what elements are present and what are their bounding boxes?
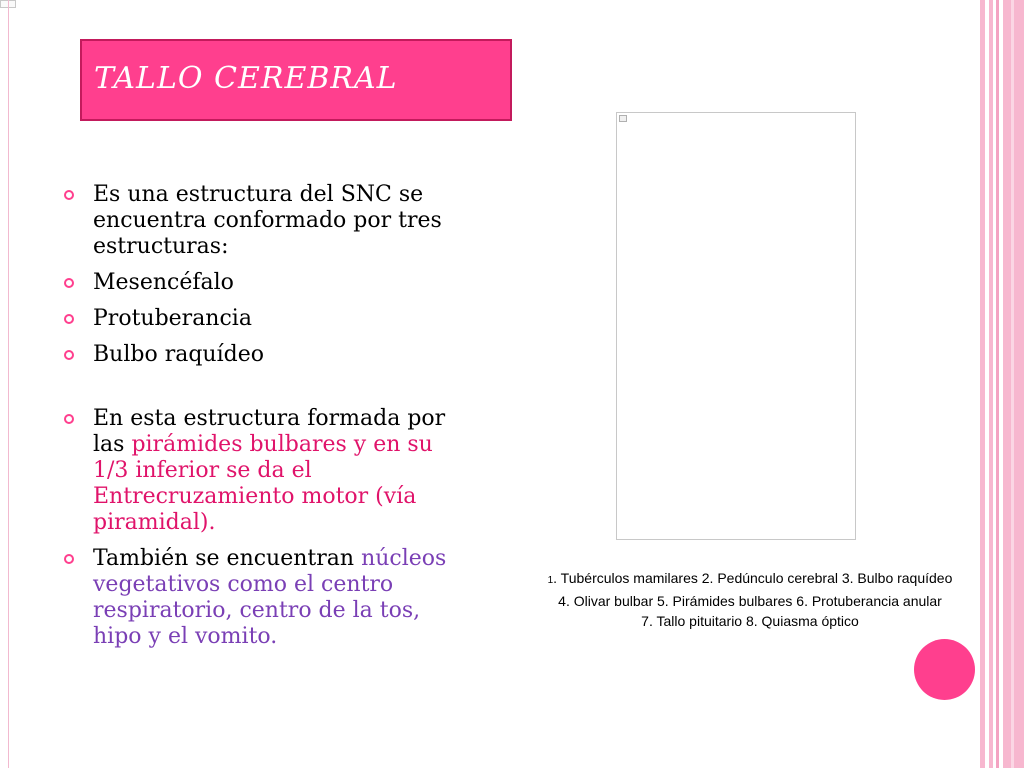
caption-line-1 <box>480 568 1020 591</box>
decor-stripe <box>1011 0 1014 768</box>
bullet-text: Es una estructura del SNC se encuentra conformado por tres estructuras: <box>93 182 442 259</box>
bullet-item <box>60 270 460 296</box>
slide-title: TALLO CEREBRAL <box>94 61 398 96</box>
bullet-text: Bulbo raquídeo <box>93 342 264 367</box>
bullet-item <box>60 306 460 332</box>
bullet-ring-icon <box>64 414 74 424</box>
broken-image-icon <box>619 115 627 122</box>
caption-number: 1 <box>547 575 554 586</box>
bullet-text: Protuberancia <box>93 306 252 331</box>
decor-circle <box>914 639 975 700</box>
bullet-text: También se encuentran <box>93 546 362 571</box>
bullet-ring-icon <box>64 554 74 564</box>
bullet-item <box>60 406 460 536</box>
bullet-text: En esta estructura formada por las <box>93 406 446 457</box>
left-border-line <box>8 0 9 768</box>
decor-stripe <box>996 0 999 768</box>
bullet-ring-icon <box>64 278 74 288</box>
title-box <box>80 39 512 121</box>
bullet-ring-icon <box>64 190 74 200</box>
bullet-ring-icon <box>64 314 74 324</box>
brainstem-image-placeholder <box>616 112 856 540</box>
bullet-highlight: pirámides bulbares y en su 1/3 inferior se da el Entrecruzamiento motor (vía piramidal). <box>93 432 433 535</box>
decor-stripe <box>989 0 993 768</box>
decor-stripe <box>980 0 985 768</box>
caption-text: . Tubérculos mamilares 2. Pedúnculo cerebral 3. Bulbo raquídeo <box>553 570 953 586</box>
bullet-highlight: núcleos vegetativos como el centro respiratorio, centro de la tos, hipo y el vomito. <box>93 546 447 649</box>
bullet-list <box>60 182 460 650</box>
image-caption <box>480 568 1020 631</box>
bullet-item <box>60 342 460 368</box>
bullet-item <box>60 182 460 260</box>
bullet-ring-icon <box>64 350 74 360</box>
bullet-text: Mesencéfalo <box>93 270 234 295</box>
caption-line-2: 4. Olivar bulbar 5. Pirámides bulbares 6. Protuberancia anular <box>558 593 942 609</box>
bullet-item <box>60 546 460 650</box>
caption-line-3: 7. Tallo pituitario 8. Quiasma óptico <box>641 613 859 629</box>
